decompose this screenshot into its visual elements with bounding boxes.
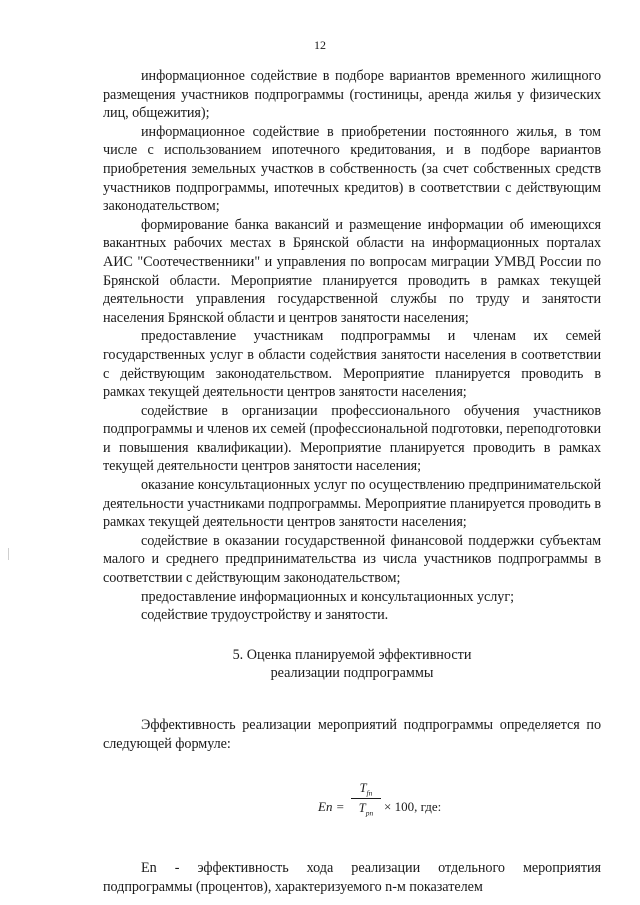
paragraph-formula-intro: Эффективность реализации мероприятий подпрограммы определяется по следующей формуле: (103, 717, 601, 752)
paragraph-business-consulting: оказание консультационных услуг по осуществлению предпринимательской деятельности участниками подпрограммы. Мероприятие планируется проводить в рамках текущей деятельности центров занятости населения; (103, 477, 601, 531)
efficiency-formula (318, 779, 601, 835)
paragraph-housing-temporary: информационное содействие в подборе вариантов временного жилищного размещения участников подпрограммы (гостиницы, аренда жилья у физических лиц, общежития); (103, 68, 601, 122)
paragraph-employment-services: предоставление участникам подпрограммы и членам их семей государственных услуг в области содействия занятости населения в соответствии с действующим законодательством. Мероприятие планируется проводить в рамках текущей деятельности центров занятости населения; (103, 328, 601, 401)
paragraph-housing-permanent: информационное содействие в приобретении постоянного жилья, в том числе с использованием ипотечного кредитования, и в подборе вариантов приобретения земельных участков в собственность (за счет собственных средств участников подпрограммы, ипотечных кредитов) в соответствии с действующим законодательством; (103, 123, 601, 215)
paragraph-employment-assistance: содействие трудоустройству и занятости. (141, 607, 389, 624)
formula-denominator: $T_{pn}$ (358, 801, 374, 818)
formula-multiplier: × 100, где: (384, 799, 442, 815)
paragraph-financial-support: содействие в оказании государственной финансовой поддержки субъектам малого и среднего предпринимательства из числа участников подпрограммы в соответствии с действующим законодательством; (103, 532, 601, 587)
section-heading-line-1: 5. Оценка планируемой эффективности (232, 646, 472, 663)
formula-fraction (351, 779, 381, 818)
formula-numerator: $T_{fn}$ (359, 781, 373, 798)
page-number: 12 (314, 38, 326, 52)
paragraph-professional-training: содействие в организации профессионального обучения участников подпрограммы и членов их семей (профессиональной подготовки, переподготовки и повышения квалификации). Мероприятие планируется проводить в рамках текущей деятельности центров занятости населения; (103, 402, 601, 475)
document-body (103, 67, 601, 896)
paragraph-vacancy-bank: формирование банка вакансий и размещение информации об имеющихся вакантных рабочих местах в Брянской области на информационных порталах АИС "Соотечественники" и управления по вопросам миграции УМВД России по Брянской области. Мероприятие планируется проводить в рамках текущей деятельности управления государственной службы по труду и занятости населения Брянской области и центров занятости населения; (103, 216, 601, 326)
section-heading (103, 646, 601, 683)
scan-artifact-mark (8, 548, 9, 560)
paragraph-info-services: предоставление информационных и консультационных услуг; (141, 588, 514, 605)
formula-lhs: En = (318, 799, 345, 815)
section-heading-line-2: реализации подпрограммы (270, 665, 434, 682)
paragraph-en-definition: En - эффективность хода реализации отдельного мероприятия подпрограммы (процентов), характеризуемого n-м показателем (103, 860, 601, 895)
